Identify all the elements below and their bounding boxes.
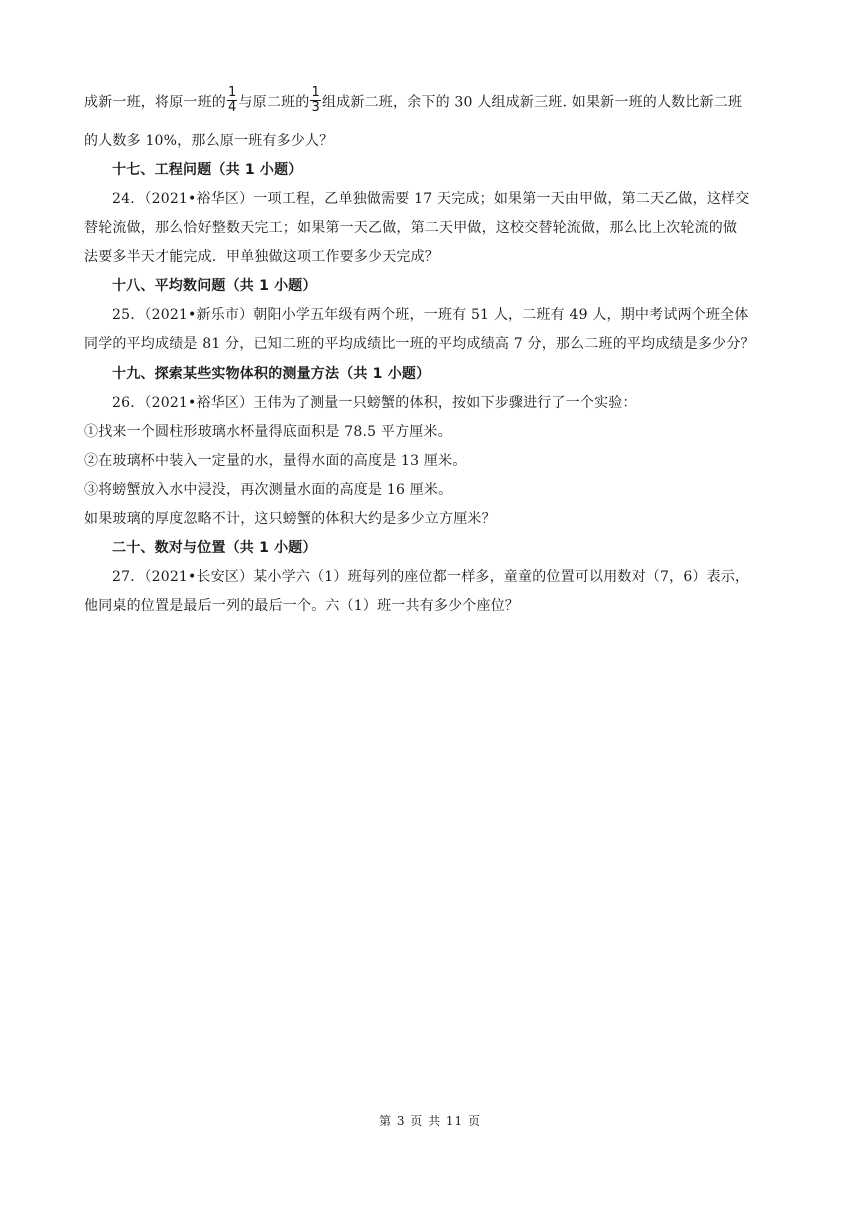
q25-line1: 25．（2021•新乐市）朝阳小学五年级有两个班，一班有 51 人，二班有 49 人，期中考试两个班全体 (112, 307, 749, 323)
page-number-footer: 第 3 页 共 11 页 (379, 1114, 481, 1128)
q26-line1: 26．（2021•裕华区）王伟为了测量一只螃蟹的体积，按如下步骤进行了一个实验： (112, 395, 637, 411)
q26-question: 如果玻璃的厚度忽略不计，这只螃蟹的体积大约是多少立方厘米？ (84, 511, 496, 527)
fraction-one-quarter: $\frac{1}{4}$ (228, 85, 237, 115)
section-heading-20: 二十、数对与位置（共 1 小题） (112, 540, 317, 556)
fraction-one-third: $\frac{1}{3}$ (311, 85, 320, 115)
q26-step1: ①找来一个圆柱形玻璃水杯量得底面积是 78.5 平方厘米。 (84, 424, 452, 440)
q24-line1: 24．（2021•裕华区）一项工程，乙单独做需要 17 天完成；如果第一天由甲做，第二天乙做，这样交 (112, 191, 750, 207)
q23-text-part1: 成新一班，将原一班的 (84, 94, 226, 111)
q24-line2: 替轮流做，那么恰好整数天完工；如果第一天乙做，第二天甲做，这校交替轮流做，那么比上次轮流的做 (84, 220, 738, 236)
q23-text-part2: 与原二班的 (238, 94, 310, 111)
q25-line2: 同学的平均成绩是 81 分，已知二班的平均成绩比一班的平均成绩高 7 分，那么二班的平均成绩是多少分？ (84, 336, 755, 352)
section-heading-17: 十七、工程问题（共 1 小题） (112, 162, 303, 178)
q27-line2: 他同桌的位置是最后一列的最后一个。六（1）班一共有多少个座位？ (84, 598, 520, 614)
q26-step3: ③将螃蟹放入水中浸没，再次测量水面的高度是 16 厘米。 (84, 482, 453, 498)
q23-continuation-line2: 的人数多 10%，那么原一班有多少人？ (84, 133, 334, 149)
q23-continuation-line1 (84, 85, 784, 117)
q27-line1: 27．（2021•长安区）某小学六（1）班每列的座位都一样多，童童的位置可以用数对（7，6）表示， (112, 569, 750, 585)
section-heading-18: 十八、平均数问题（共 1 小题） (112, 278, 317, 294)
section-heading-19: 十九、探索某些实物体积的测量方法（共 1 小题） (112, 366, 431, 382)
q23-text-part3: 组成新二班，余下的 30 人组成新三班. 如果新一班的人数比新二班 (321, 94, 743, 111)
q24-line3: 法要多半天才能完成．甲单独做这项工作要多少天完成？ (84, 249, 439, 265)
q26-step2: ②在玻璃杯中装入一定量的水，量得水面的高度是 13 厘米。 (84, 453, 467, 469)
